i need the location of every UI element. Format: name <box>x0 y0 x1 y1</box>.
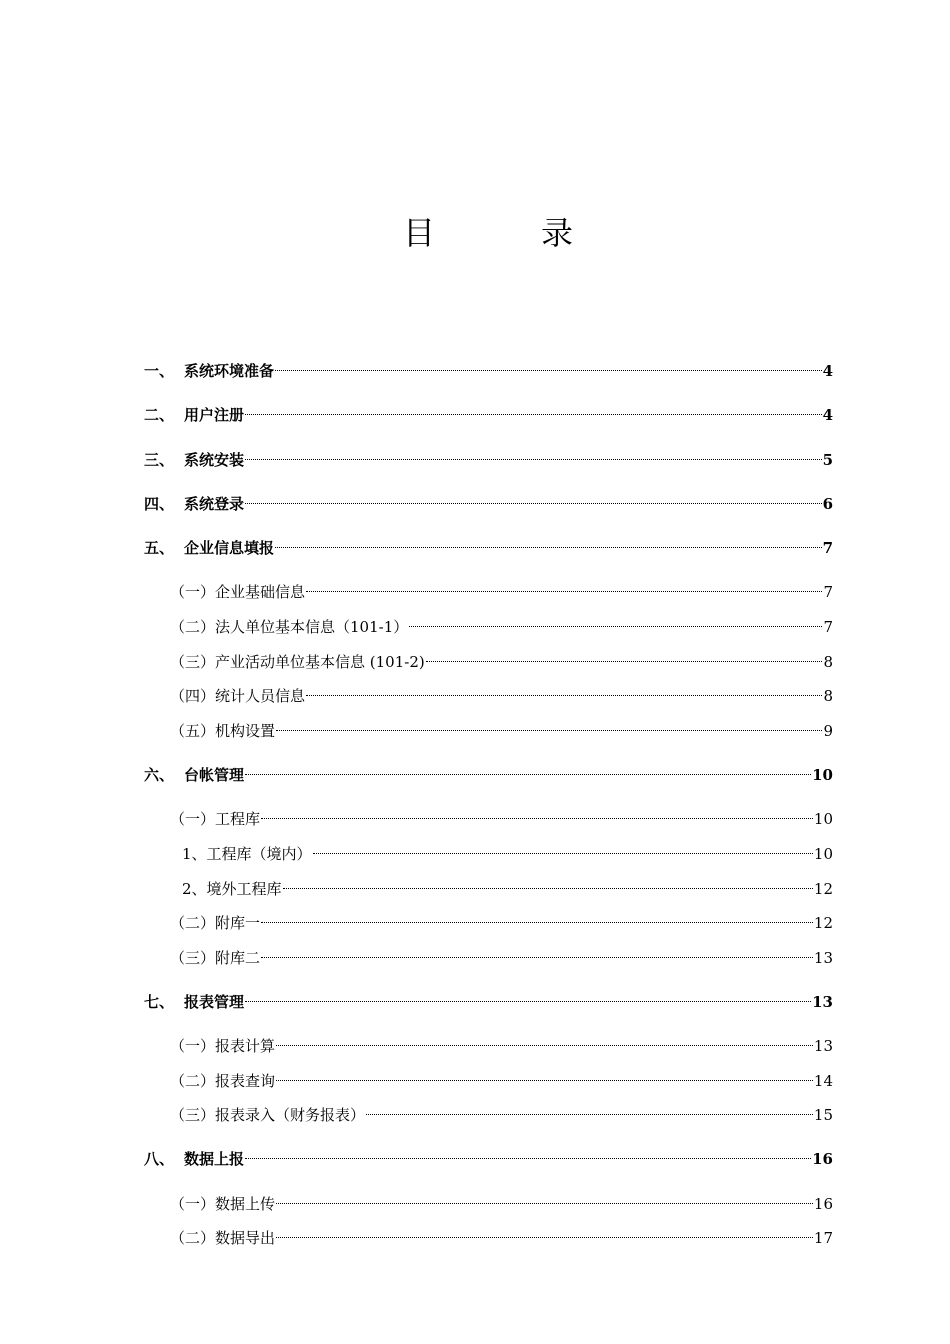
toc-entry-page: 13 <box>813 1037 833 1055</box>
toc-entry-number: 一、 <box>144 362 175 380</box>
toc-dot-leader <box>245 756 811 780</box>
toc-entry[interactable] <box>170 643 833 671</box>
toc-dot-leader <box>426 643 823 667</box>
toc-entry[interactable] <box>170 939 833 967</box>
toc-dot-leader <box>245 396 822 420</box>
toc-entry[interactable] <box>170 712 833 740</box>
toc-dot-leader <box>276 1062 813 1086</box>
toc-entry-page: 15 <box>813 1106 833 1124</box>
toc-entry-page: 17 <box>813 1229 833 1247</box>
toc-entry-label: 数据上报 <box>184 1150 245 1168</box>
toc-entry[interactable] <box>170 608 833 636</box>
toc-entry[interactable] <box>170 904 833 932</box>
toc-dot-leader <box>366 1096 813 1120</box>
toc-entry-label: （一）企业基础信息 <box>170 583 306 601</box>
toc-entry[interactable] <box>170 573 833 601</box>
toc-entry-label: （一）工程库 <box>170 810 261 828</box>
toc-entry-number: 六、 <box>144 766 175 784</box>
toc-entry-label: 台帐管理 <box>184 766 245 784</box>
toc-entry-page: 10 <box>812 766 833 784</box>
toc-entry[interactable] <box>170 1185 833 1213</box>
toc-entry[interactable] <box>170 800 833 828</box>
toc-entry-label: （五）机构设置 <box>170 722 276 740</box>
toc-entry-page: 10 <box>813 810 833 828</box>
toc-entry-label: 用户注册 <box>184 406 245 424</box>
toc-entry[interactable] <box>144 983 833 1011</box>
toc-entry-number: 七、 <box>144 993 175 1011</box>
toc-entry-label: 企业信息填报 <box>184 539 275 557</box>
toc-entry[interactable] <box>170 1219 833 1247</box>
toc-dot-leader <box>276 1219 813 1243</box>
toc-entry-number: 四、 <box>144 495 175 513</box>
toc-entry[interactable] <box>144 441 833 469</box>
toc-dot-leader <box>261 800 813 824</box>
toc-entry-page: 7 <box>823 583 833 601</box>
toc-entry[interactable] <box>144 352 833 380</box>
toc-entry-page: 13 <box>812 993 833 1011</box>
toc-entry-page: 14 <box>813 1072 833 1090</box>
toc-entry-label: （二）数据导出 <box>170 1229 276 1247</box>
toc-entry-page: 10 <box>813 845 833 863</box>
toc-entry-label: 1、工程库（境内） <box>182 845 312 863</box>
toc-entry-label: （二）报表查询 <box>170 1072 276 1090</box>
toc-dot-leader <box>245 983 811 1007</box>
toc-entry[interactable] <box>144 756 833 784</box>
toc-entry-label: 2、境外工程库 <box>182 880 282 898</box>
toc-dot-leader <box>245 485 822 509</box>
title-char-2: 录 <box>541 214 574 252</box>
toc-dot-leader <box>276 1185 813 1209</box>
toc-entry-page: 5 <box>822 451 833 469</box>
toc-entry-label: （四）统计人员信息 <box>170 687 306 705</box>
toc-entry-label: 系统安装 <box>184 451 245 469</box>
toc-entry-number: 八、 <box>144 1150 175 1168</box>
toc-entry[interactable] <box>144 396 833 424</box>
toc-entry-page: 6 <box>822 495 833 513</box>
toc-entry-label: （三）产业活动单位基本信息 (101-2) <box>170 653 425 671</box>
toc-dot-leader <box>409 608 822 632</box>
toc-entry[interactable] <box>144 485 833 513</box>
toc-entry-page: 4 <box>822 406 833 424</box>
toc-entry-page: 16 <box>813 1195 833 1213</box>
toc-entry-page: 9 <box>823 722 833 740</box>
toc-dot-leader <box>283 870 813 894</box>
toc-dot-leader <box>276 1027 813 1051</box>
toc-entry[interactable] <box>170 1096 833 1124</box>
toc-dot-leader <box>275 529 822 553</box>
toc-entry[interactable] <box>182 835 833 863</box>
toc-dot-leader <box>313 835 813 859</box>
toc-entry-page: 8 <box>823 687 833 705</box>
toc-entry-label: （三）报表录入（财务报表） <box>170 1106 366 1124</box>
toc-dot-leader <box>275 352 822 376</box>
toc-entry-label: 系统登录 <box>184 495 245 513</box>
toc-entry-page: 12 <box>813 880 833 898</box>
toc-dot-leader <box>261 904 813 928</box>
toc-entry-page: 7 <box>823 618 833 636</box>
toc-entry-page: 4 <box>822 362 833 380</box>
toc-entry[interactable] <box>170 1062 833 1090</box>
toc-entry-page: 7 <box>822 539 833 557</box>
toc-entry-label: （二）法人单位基本信息（101-1） <box>170 618 409 636</box>
toc-dot-leader <box>306 677 822 701</box>
toc-entry[interactable] <box>182 870 833 898</box>
toc-entry-number: 二、 <box>144 406 175 424</box>
toc-dot-leader <box>261 939 813 963</box>
toc-entry[interactable] <box>144 529 833 557</box>
toc-entry-page: 8 <box>823 653 833 671</box>
toc-entry-label: （三）附库二 <box>170 949 261 967</box>
toc-entry-page: 13 <box>813 949 833 967</box>
toc-entry-number: 三、 <box>144 451 175 469</box>
toc-dot-leader <box>245 441 822 465</box>
toc-entry-number: 五、 <box>144 539 175 557</box>
title-char-1: 目 <box>403 214 436 252</box>
toc-entry-page: 16 <box>812 1150 833 1168</box>
toc-entry[interactable] <box>144 1140 833 1168</box>
toc-dot-leader <box>306 573 822 597</box>
toc-entry[interactable] <box>170 677 833 705</box>
toc-entry[interactable] <box>170 1027 833 1055</box>
toc-entry-label: （二）附库一 <box>170 914 261 932</box>
toc-entry-label: 报表管理 <box>184 993 245 1011</box>
toc-dot-leader <box>276 712 822 736</box>
toc-entry-label: 系统环境准备 <box>184 362 275 380</box>
toc-entry-label: （一）数据上传 <box>170 1195 276 1213</box>
toc-dot-leader <box>245 1140 811 1164</box>
toc-entry-label: （一）报表计算 <box>170 1037 276 1055</box>
toc-entry-page: 12 <box>813 914 833 932</box>
